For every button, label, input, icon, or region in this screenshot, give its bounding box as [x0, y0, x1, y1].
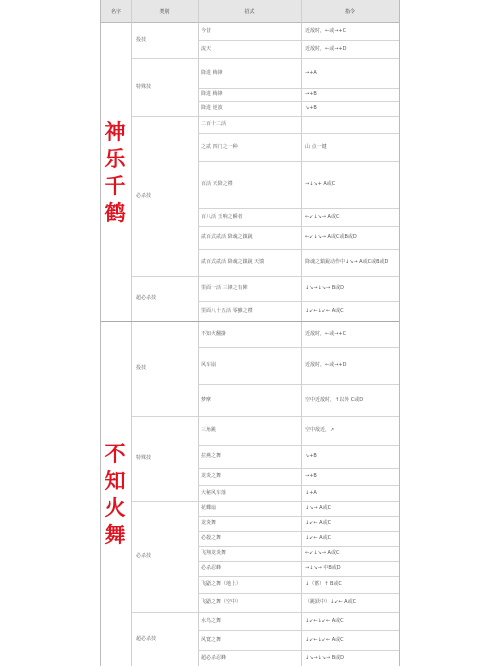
row-divider — [198, 133, 399, 134]
row-divider — [198, 384, 399, 385]
move-name: 三角跳 — [201, 427, 217, 433]
move-name: 风寬之舞 — [201, 636, 222, 643]
move-name: 花蝶扇 — [201, 505, 217, 511]
row-divider — [198, 593, 399, 594]
row-divider — [198, 576, 399, 577]
move-command: 近敌时，←或→+D — [305, 45, 347, 52]
category-divider — [131, 612, 198, 613]
row-divider — [198, 101, 399, 102]
row-divider — [198, 40, 399, 41]
character-divider — [101, 321, 399, 322]
move-command: 近敌时，←或→+C — [305, 330, 347, 337]
category-label: 特殊技 — [136, 83, 152, 90]
category-label: 投技 — [136, 36, 147, 43]
move-name: 降进 逆波 — [201, 105, 223, 111]
move-name: 飞翔龙炎舞 — [201, 550, 227, 556]
row-divider — [198, 208, 399, 209]
move-name: 今昔 — [201, 27, 212, 34]
category-label: 必杀技 — [136, 192, 152, 199]
move-command: ↓↘→ A或C — [305, 505, 332, 511]
header-move: 招式 — [198, 0, 301, 23]
move-command: 空中近敌时，↑以外 C或D — [305, 396, 364, 403]
row-divider — [198, 546, 399, 547]
row-divider — [198, 116, 399, 117]
move-command: （跳跃中）↓↙← A或C — [305, 599, 357, 605]
row-divider — [198, 58, 399, 59]
move-name: 里面八十五活 零雖之禮 — [201, 307, 253, 314]
header-name: 名字 — [101, 0, 131, 23]
move-command: ↓↙←↓↙← A或C — [305, 636, 344, 643]
row-divider — [198, 485, 399, 486]
row-divider — [198, 416, 399, 417]
move-command: →↓↘→ 中B或D — [305, 565, 341, 571]
move-name: 水鸟之舞 — [201, 617, 222, 624]
category-divider — [131, 58, 198, 59]
category-divider — [131, 276, 198, 277]
column-divider — [301, 0, 302, 666]
move-name: 拉燕之舞 — [201, 453, 222, 459]
category-label: 必杀技 — [136, 553, 152, 559]
move-name: 必殺之舞 — [201, 535, 222, 541]
move-name: 不知火翻掛 — [201, 330, 227, 337]
row-divider — [198, 88, 399, 89]
move-name: 龙炎之舞 — [201, 473, 222, 479]
category-label: 特殊技 — [136, 455, 152, 461]
move-command: 近敌时，←或→+C — [305, 27, 347, 34]
move-name: 飞鼯之舞（空中） — [201, 599, 242, 605]
move-name: 贰百式贰活 降魂之鎮銳 天馈 — [201, 259, 265, 265]
row-divider — [198, 561, 399, 562]
move-command: ←↙↓↘→ A或C或B或D — [305, 234, 357, 240]
row-divider — [198, 531, 399, 532]
row-divider — [198, 630, 399, 631]
row-divider — [198, 347, 399, 348]
move-command: ↓↘→↓↘→ B或D — [305, 654, 345, 661]
category-divider — [131, 116, 198, 117]
move-list-table — [100, 0, 400, 666]
move-name: 超必杀忍蜂 — [201, 654, 227, 661]
move-command: 降魂之鎮銳动作中↓↘→ A或C或B或D — [305, 259, 389, 265]
move-command: ↓↘→↓↘→ B或D — [305, 285, 345, 291]
move-name: 降进 梅锋 — [201, 91, 223, 97]
row-divider — [198, 468, 399, 469]
row-divider — [198, 276, 399, 277]
row-divider — [198, 249, 399, 250]
move-command: →+B — [305, 91, 317, 97]
move-name: 百八活 玉响之瞬者 — [201, 213, 243, 220]
row-divider — [198, 612, 399, 613]
column-divider — [131, 0, 132, 666]
character-name-chizuru: 神 乐 千 鹤 — [104, 119, 126, 225]
row-divider — [198, 516, 399, 517]
row-divider — [198, 226, 399, 227]
row-divider — [198, 445, 399, 446]
move-command: ↓（蓄）↑ B或C — [305, 581, 342, 587]
move-name: 大秘风车落 — [201, 489, 227, 496]
row-divider — [198, 161, 399, 162]
move-command: →↓↘+ A或C — [305, 181, 336, 187]
move-name: 贰百式贰活 降魂之鎮銳 — [201, 234, 253, 240]
move-name: 必杀忍蜂 — [201, 565, 222, 571]
row-divider — [198, 650, 399, 651]
move-command: ↓↙← A或C — [305, 535, 332, 541]
category-divider — [131, 501, 198, 502]
move-command: →+A — [305, 69, 317, 76]
row-divider — [198, 301, 399, 302]
header-category: 类别 — [131, 0, 198, 23]
move-name: 风车崩 — [201, 362, 217, 368]
move-command: ↓↙←↓↙← A或C — [305, 307, 344, 314]
move-name: 飞鼯之舞（地上） — [201, 581, 242, 587]
move-name: 流天 — [201, 45, 212, 52]
column-divider — [198, 0, 199, 666]
move-name: 百活 天降之禮 — [201, 181, 233, 187]
category-label: 超必杀技 — [136, 635, 157, 642]
move-command: ←↙↓↘→ A或C — [305, 550, 340, 556]
move-command: 空中敌近，↗ — [305, 427, 335, 433]
category-label: 投技 — [136, 365, 147, 371]
move-name: 龙炎舞 — [201, 520, 217, 526]
move-name: 梦摩 — [201, 396, 212, 403]
move-command: ↘+B — [305, 105, 317, 111]
character-name-mai: 不 知 火 舞 — [104, 441, 126, 547]
move-command: ↓↙← A或C — [305, 520, 332, 526]
move-name: 降进 梅锋 — [201, 69, 223, 76]
category-divider — [131, 416, 198, 417]
category-label: 超必杀技 — [136, 295, 157, 301]
header-command: 指令 — [301, 0, 399, 23]
move-command: →+B — [305, 473, 317, 479]
move-command: 近敌时，←或→+D — [305, 362, 347, 368]
move-name: 里面一活 三锋之有陣 — [201, 285, 248, 291]
move-command: ↘+B — [305, 453, 317, 459]
move-command: ↓+A — [305, 489, 317, 496]
move-command: 山 点一键 — [305, 143, 327, 150]
row-divider — [198, 501, 399, 502]
move-command: ↓↙←↓↙← A或C — [305, 617, 344, 624]
move-command: ←↙↓↘→ A或C — [305, 213, 340, 220]
move-name: 之贰 四门之一种 — [201, 143, 238, 150]
move-name: 二百十二活 — [201, 121, 227, 127]
